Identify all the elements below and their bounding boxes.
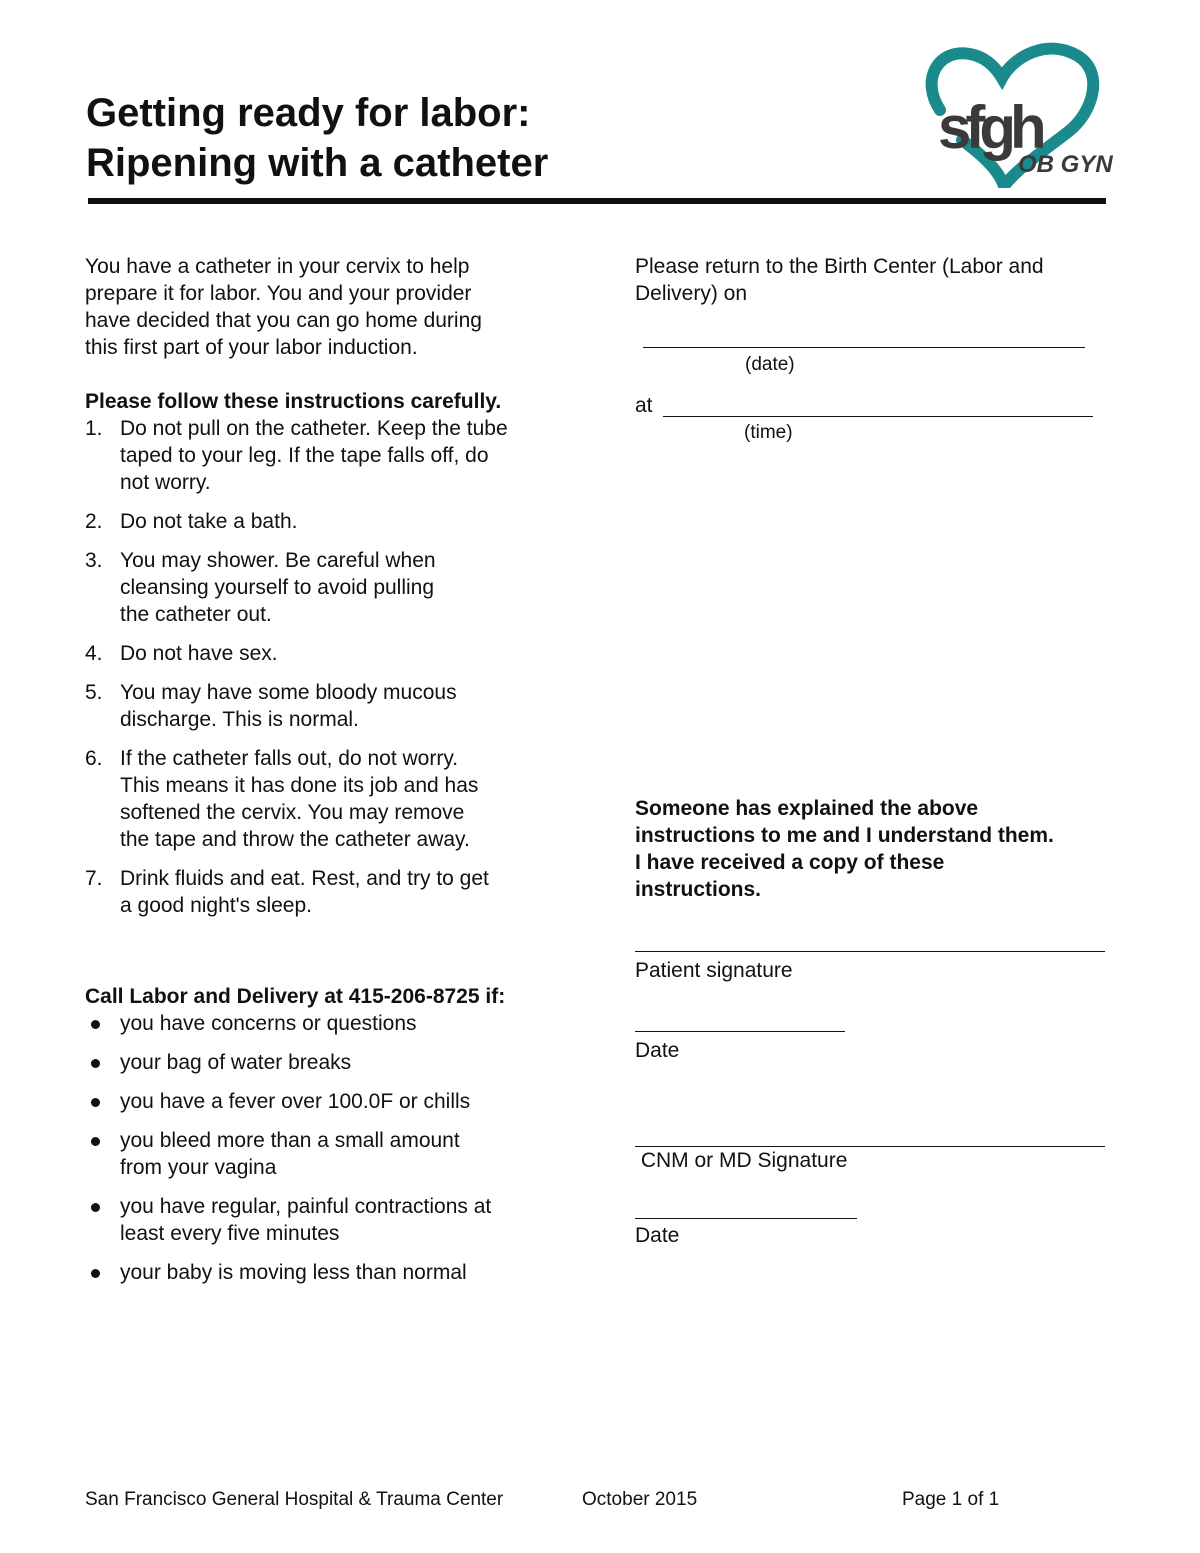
title-line-2: Ripening with a catheter xyxy=(86,141,549,185)
date-field-line[interactable] xyxy=(643,347,1085,348)
footer-hospital: San Francisco General Hospital & Trauma Center xyxy=(85,1489,504,1510)
intro-paragraph: You have a catheter in your cervix to help prepare it for labor. You and your provider have decided that you can go home during this first part of your labor induction. xyxy=(85,255,482,359)
left-column xyxy=(85,253,575,1298)
list-item: your bag of water breaks xyxy=(85,1049,575,1076)
time-field-row xyxy=(635,392,1115,422)
date-caption: (date) xyxy=(745,354,795,375)
time-caption: (time) xyxy=(744,422,793,443)
list-item: you have concerns or questions xyxy=(85,1010,575,1037)
page-title xyxy=(86,88,846,188)
bullet-icon xyxy=(91,1059,100,1068)
bullet-icon xyxy=(91,1020,100,1029)
list-item: 7. Drink fluids and eat. Rest, and try to get a good night's sleep. xyxy=(85,867,489,917)
bullet-icon xyxy=(91,1137,100,1146)
at-label: at xyxy=(635,394,653,417)
bullet-icon xyxy=(91,1269,100,1278)
list-item: you have regular, painful contractions at least every five minutes xyxy=(85,1193,575,1247)
list-item: 2. Do not take a bath. xyxy=(85,510,298,533)
list-item: your baby is moving less than normal xyxy=(85,1259,575,1286)
header-divider xyxy=(88,198,1106,204)
logo-text: sfgh xyxy=(938,94,1041,161)
right-column xyxy=(635,253,1115,1249)
sfgh-obgyn-logo xyxy=(918,40,1114,188)
list-item: 6. If the catheter falls out, do not worry. This means it has done its job and has softened the cervix. You may remove the tape and throw the catheter away. xyxy=(85,747,479,851)
return-instructions: Please return to the Birth Center (Labor and Delivery) on xyxy=(635,255,1044,305)
title-line-1: Getting ready for labor: xyxy=(86,91,531,135)
time-field-line[interactable] xyxy=(663,416,1093,417)
date-signature-line-2[interactable] xyxy=(635,1218,857,1219)
date-label-2: Date xyxy=(635,1224,680,1247)
footer-date: October 2015 xyxy=(582,1489,698,1510)
instructions-list xyxy=(85,415,575,919)
acknowledgement-statement: Someone has explained the above instructions to me and I understand them. I have received a copy of these instructions. xyxy=(635,797,1054,901)
list-item: you bleed more than a small amount from your vagina xyxy=(85,1127,575,1181)
footer-page-number: Page 1 of 1 xyxy=(902,1489,1000,1510)
bullet-icon xyxy=(91,1098,100,1107)
call-list xyxy=(85,1010,575,1286)
date-label-1: Date xyxy=(635,1039,680,1062)
patient-signature-line[interactable] xyxy=(635,951,1105,952)
instructions-heading: Please follow these instructions carefully. xyxy=(85,390,502,413)
call-heading: Call Labor and Delivery at 415-206-8725 if: xyxy=(85,985,506,1008)
list-item: 4. Do not have sex. xyxy=(85,642,278,665)
list-item: 1. Do not pull on the catheter. Keep the tube taped to your leg. If the tape falls off, do not worry. xyxy=(85,417,508,494)
bullet-icon xyxy=(91,1203,100,1212)
patient-signature-label: Patient signature xyxy=(635,959,793,982)
provider-signature-label: CNM or MD Signature xyxy=(635,1149,848,1172)
list-item: 5. You may have some bloody mucous discharge. This is normal. xyxy=(85,681,457,731)
logo-subtext: OB GYN xyxy=(1018,151,1113,178)
list-item: you have a fever over 100.0F or chills xyxy=(85,1088,575,1115)
list-item: 3. You may shower. Be careful when cleansing yourself to avoid pulling the catheter out. xyxy=(85,549,436,626)
date-signature-line-1[interactable] xyxy=(635,1031,845,1032)
